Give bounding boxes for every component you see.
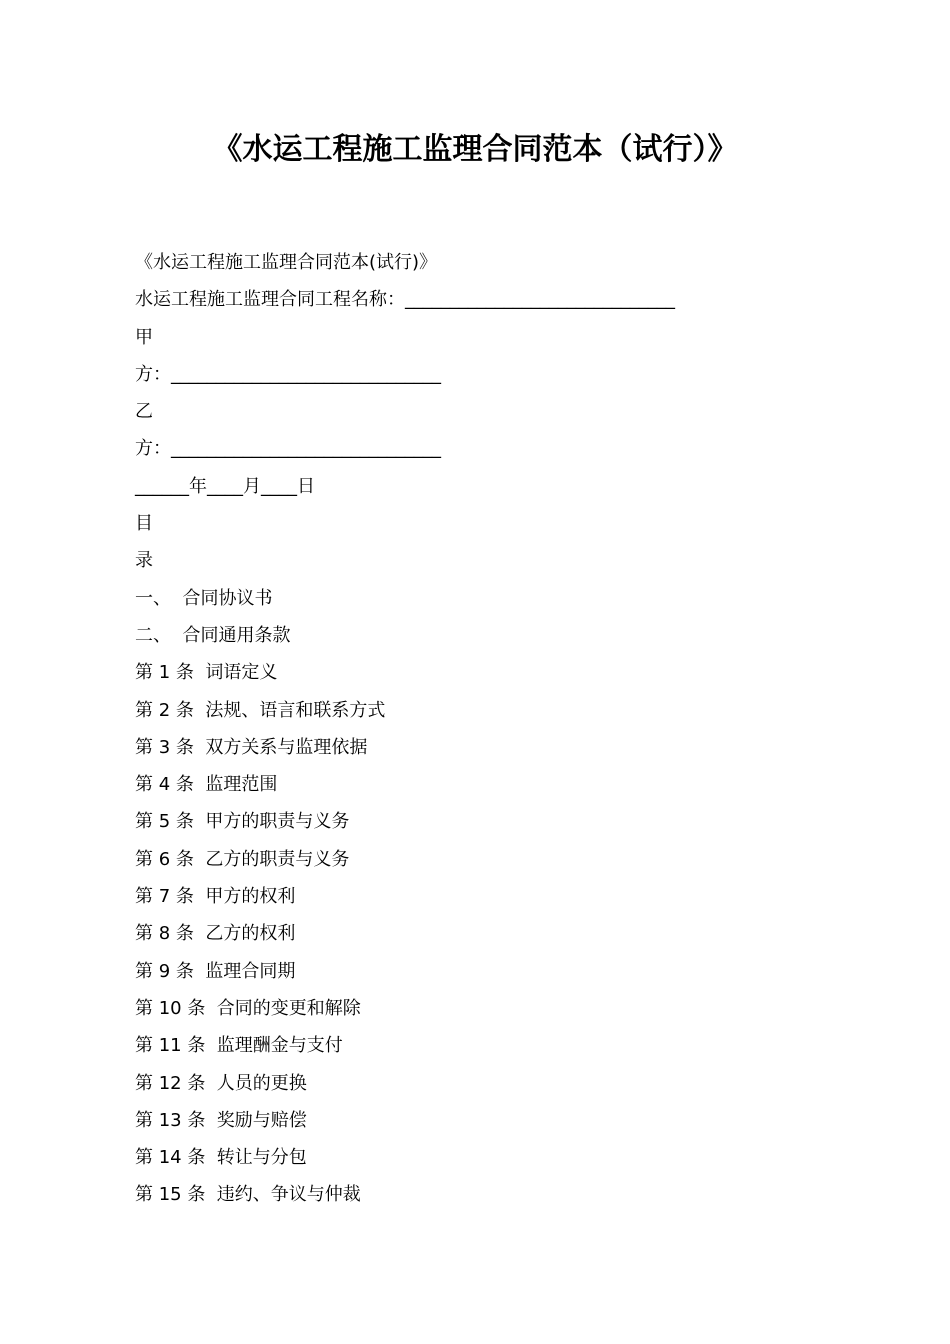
toc-item: 第 8 条 乙方的权利 bbox=[135, 923, 296, 945]
toc-item: 第 6 条 乙方的职责与义务 bbox=[135, 848, 350, 870]
toc-item: 第 13 条 奖励与赔偿 bbox=[135, 1109, 307, 1131]
party-a-label-line: 甲 bbox=[135, 326, 153, 348]
toc-item: 第 7 条 甲方的权利 bbox=[135, 886, 296, 908]
toc-item: 二、 合同通用条款 bbox=[135, 624, 291, 646]
toc-item: 第 1 条 词语定义 bbox=[135, 662, 278, 684]
intro-title-line: 《水运工程施工监理合同范本(试行)》 bbox=[135, 252, 438, 273]
party-a-blank-line: 方：______________________________ bbox=[135, 363, 441, 385]
document-body bbox=[135, 244, 835, 1214]
toc-item: 第 4 条 监理范围 bbox=[135, 774, 278, 796]
toc-heading-line-2: 录 bbox=[135, 550, 153, 572]
toc-heading-line-1: 目 bbox=[135, 513, 153, 535]
toc-item: 一、 合同协议书 bbox=[135, 587, 273, 609]
toc-item: 第 11 条 监理酬金与支付 bbox=[135, 1035, 343, 1057]
toc-item: 第 2 条 法规、语言和联系方式 bbox=[135, 699, 386, 721]
toc-item: 第 3 条 双方关系与监理依据 bbox=[135, 736, 368, 758]
toc-item: 第 9 条 监理合同期 bbox=[135, 960, 296, 982]
toc-item: 第 10 条 合同的变更和解除 bbox=[135, 997, 361, 1019]
project-name-line: 水运工程施工监理合同工程名称：______________________________ bbox=[135, 289, 675, 311]
party-b-blank-line: 方：______________________________ bbox=[135, 438, 441, 460]
toc-item: 第 12 条 人员的更换 bbox=[135, 1072, 307, 1094]
toc-item: 第 15 条 违约、争议与仲裁 bbox=[135, 1184, 361, 1206]
document-title: 《水运工程施工监理合同范本（试行）》 bbox=[212, 132, 738, 167]
toc-item: 第 5 条 甲方的职责与义务 bbox=[135, 811, 350, 833]
party-b-label-line: 乙 bbox=[135, 401, 153, 423]
toc-item: 第 14 条 转让与分包 bbox=[135, 1147, 307, 1169]
date-line: ______年____月____日 bbox=[135, 475, 315, 497]
